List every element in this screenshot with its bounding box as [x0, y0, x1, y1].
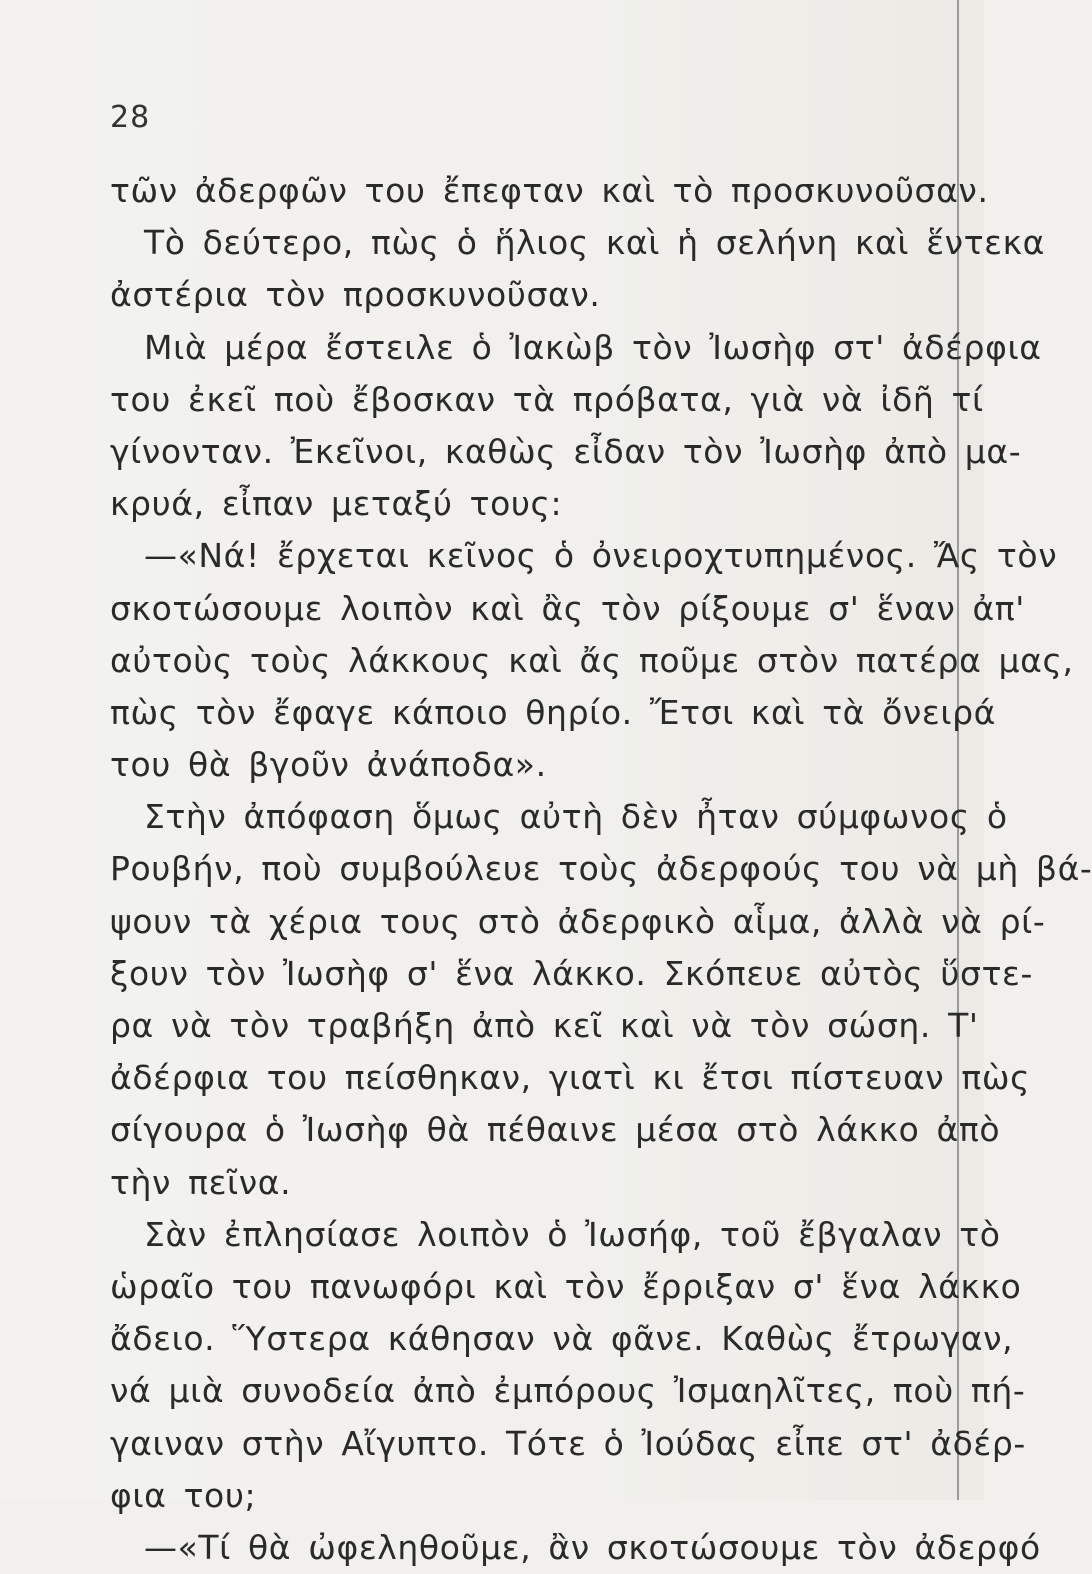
text-line: σίγουρα ὁ Ἰωσὴφ θὰ πέθαινε μέσα στὸ λάκκο ἀπὸ — [110, 1110, 1001, 1150]
text-line: Ρουβήν, ποὺ συμβούλευε τοὺς ἀδερφούς του νὰ μὴ βά- — [110, 849, 1092, 889]
text-line: —«Νά! ἔρχεται κεῖνος ὁ ὀνειροχτυπημένος. Ἄς τὸν — [144, 536, 1058, 576]
text-line: κρυά, εἶπαν μεταξύ τους: — [110, 484, 563, 524]
text-line: ρα νὰ τὸν τραβήξη ἀπὸ κεῖ καὶ νὰ τὸν σώση. Τ' — [110, 1006, 979, 1045]
text-line: τὴν πεῖνα. — [110, 1162, 292, 1202]
text-line: του θὰ βγοῦν ἀνάποδα». — [110, 745, 547, 785]
text-line: φια του; — [110, 1475, 257, 1515]
page-number: 28 — [110, 100, 151, 135]
text-line: ὡραῖο του πανωφόρι καὶ τὸν ἔρριξαν σ' ἕνα λάκκο — [110, 1266, 1022, 1306]
text-line: του ἐκεῖ ποὺ ἔβοσκαν τὰ πρόβατα, γιὰ νὰ ἰδῆ τί — [110, 379, 984, 419]
text-line: αὐτοὺς τοὺς λάκκους καὶ ἄς ποῦμε στὸν πατέρα μας, — [110, 640, 1074, 680]
text-line: σκοτώσουμε λοιπὸν καὶ ἂς τὸν ρίξουμε σ' ἕναν ἀπ' — [110, 588, 1025, 628]
text-line: Μιὰ μέρα ἔστειλε ὁ Ἰακὼβ τὸν Ἰωσὴφ στ' ἀδέρφια — [144, 327, 1042, 367]
text-line: Τὸ δεύτερο, πὼς ὁ ἥλιος καὶ ἡ σελήνη καὶ ἕντεκα — [144, 223, 1046, 263]
text-line: ξουν τὸν Ἰωσὴφ σ' ἕνα λάκκο. Σκόπευε αὐτὸς ὕστε- — [110, 953, 1033, 993]
text-line: ἀστέρια τὸν προσκυνοῦσαν. — [110, 275, 601, 315]
text-line: τῶν ἀδερφῶν του ἔπεφταν καὶ τὸ προσκυνοῦσαν. — [110, 171, 989, 210]
text-line: Σὰν ἐπλησίασε λοιπὸν ὁ Ἰωσήφ, τοῦ ἔβγαλαν τὸ — [144, 1214, 1001, 1254]
text-line: γίνονταν. Ἐκεῖνοι, καθὼς εἶδαν τὸν Ἰωσὴφ ἀπὸ μα- — [110, 431, 1022, 471]
body-text — [110, 165, 1092, 1567]
text-line: —«Τί θὰ ὠφεληθοῦμε, ἂν σκοτώσουμε τὸν ἀδερφό — [144, 1527, 1041, 1567]
text-line: ἄδειο. Ὕστερα κάθησαν νὰ φᾶνε. Καθὼς ἔτρωγαν, — [110, 1319, 1014, 1359]
text-line: ἀδέρφια του πείσθηκαν, γιατὶ κι ἔτσι πίστευαν πὼς — [110, 1058, 1031, 1098]
text-line: γαιναν στὴν Αἴγυπτο. Τότε ὁ Ἰούδας εἶπε στ' ἀδέρ- — [110, 1423, 1026, 1463]
text-line: Στὴν ἀπόφαση ὅμως αὐτὴ δὲν ἦταν σύμφωνος ὁ — [144, 797, 1008, 837]
text-line: νά μιὰ συνοδεία ἀπὸ ἐμπόρους Ἰσμαηλῖτες, ποὺ πή- — [110, 1371, 1026, 1411]
text-line: πὼς τὸν ἔφαγε κάποιο θηρίο. Ἔτσι καὶ τὰ ὄνειρά — [110, 692, 997, 732]
text-line: ψουν τὰ χέρια τους στὸ ἀδερφικὸ αἷμα, ἀλλὰ νὰ ρί- — [110, 901, 1046, 941]
